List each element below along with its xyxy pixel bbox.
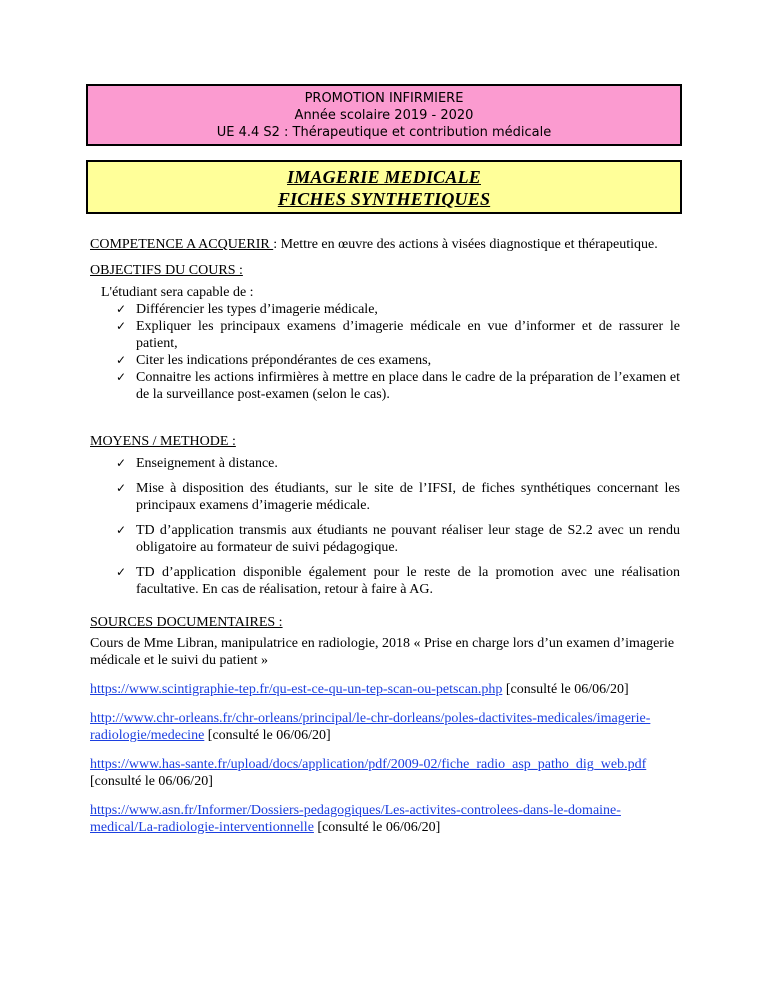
- source-link[interactable]: https://www.scintigraphie-tep.fr/qu-est-ce-qu-un-tep-scan-ou-petscan.php: [90, 682, 503, 697]
- source-link-paragraph: https://www.scintigraphie-tep.fr/qu-est-ce-qu-un-tep-scan-ou-petscan.php [consulté le 06/06/20]: [90, 682, 629, 697]
- source-link[interactable]: http://www.chr-orleans.fr/chr-orleans/principal/le-chr-dorleans/poles-dactivites-medicales/imagerie-radiologie/medecine: [90, 711, 651, 743]
- checkmark-icon: ✓: [116, 456, 127, 470]
- header-line-2: Année scolaire 2019 - 2020: [294, 108, 474, 123]
- list-item: ✓ Différencier les types d’imagerie médicale,: [116, 302, 378, 317]
- moyens-list: [90, 455, 680, 598]
- checkmark-icon: ✓: [116, 565, 127, 579]
- title-box: [86, 160, 682, 214]
- header-line-3: UE 4.4 S2 : Thérapeutique et contribution médicale: [216, 125, 552, 140]
- source-link-paragraph: https://www.has-sante.fr/upload/docs/application/pdf/2009-02/fiche_radio_asp_patho_dig_web.pdf [consulté le 06/06/20]: [90, 757, 647, 789]
- checkmark-icon: ✓: [116, 302, 127, 316]
- document-content: [90, 236, 680, 836]
- source-link[interactable]: https://www.asn.fr/Informer/Dossiers-pedagogiques/Les-activites-controlees-dans-le-domaine-medical/La-radiologie-interventionnelle: [90, 803, 621, 835]
- list-item: ✓ TD d’application transmis aux étudiants ne pouvant réaliser leur stage de S2.2 avec un rendu obligatoire au formateur de suivi pédagogique.: [116, 523, 680, 555]
- checkmark-icon: ✓: [116, 523, 127, 537]
- sources-heading: SOURCES DOCUMENTAIRES :: [90, 615, 283, 630]
- list-item: ✓ Citer les indications prépondérantes de ces examens,: [116, 353, 432, 368]
- source-link[interactable]: https://www.has-sante.fr/upload/docs/application/pdf/2009-02/fiche_radio_asp_patho_dig_web.pdf: [90, 757, 647, 772]
- list-item: ✓ Mise à disposition des étudiants, sur le site de l’IFSI, de fiches synthétiques concernant les principaux examens d’imagerie médicale.: [116, 481, 680, 513]
- header-box: [86, 84, 682, 146]
- title-line-2: FICHES SYNTHETIQUES: [277, 189, 491, 209]
- checkmark-icon: ✓: [116, 319, 127, 333]
- objectifs-heading: OBJECTIFS DU COURS :: [90, 263, 243, 278]
- source-link-paragraph: https://www.asn.fr/Informer/Dossiers-pedagogiques/Les-activites-controlees-dans-le-domaine-medical/La-radiologie-interventionnelle [consulté le 06/06/20]: [90, 803, 621, 835]
- list-item: ✓ Enseignement à distance.: [116, 456, 278, 471]
- list-item: ✓ Expliquer les principaux examens d’imagerie médicale en vue d’informer et de rassurer le patient,: [116, 319, 680, 351]
- header-line-1: PROMOTION INFIRMIERE: [304, 91, 464, 106]
- title-line-1: IMAGERIE MEDICALE: [287, 167, 481, 187]
- competence-paragraph: [90, 236, 680, 253]
- checkmark-icon: ✓: [116, 370, 127, 384]
- objectifs-list: [90, 301, 680, 403]
- competence-text: : Mettre en œuvre des actions à visées diagnostique et thérapeutique.: [273, 237, 658, 252]
- source-link-paragraph: http://www.chr-orleans.fr/chr-orleans/principal/le-chr-dorleans/poles-dactivites-medicales/imagerie-radiologie/medecine [consulté le 06/06/20]: [90, 711, 651, 743]
- list-item: ✓ TD d’application disponible également pour le reste de la promotion avec une réalisation facultative. En cas de réalisation, retour à faire à AG.: [116, 565, 680, 597]
- moyens-heading: MOYENS / METHODE :: [90, 434, 236, 449]
- checkmark-icon: ✓: [116, 353, 127, 367]
- competence-label: COMPETENCE A ACQUERIR: [90, 237, 274, 252]
- list-item: ✓ Connaitre les actions infirmières à mettre en place dans le cadre de la préparation de l’examen et de la surveillance post-examen (selon le cas).: [116, 370, 680, 402]
- checkmark-icon: ✓: [116, 481, 127, 495]
- objectifs-intro: L'étudiant sera capable de :: [101, 285, 254, 300]
- sources-intro: Cours de Mme Libran, manipulatrice en radiologie, 2018 « Prise en charge lors d’un examen d’imagerie médicale et le suivi du patient »: [90, 636, 675, 668]
